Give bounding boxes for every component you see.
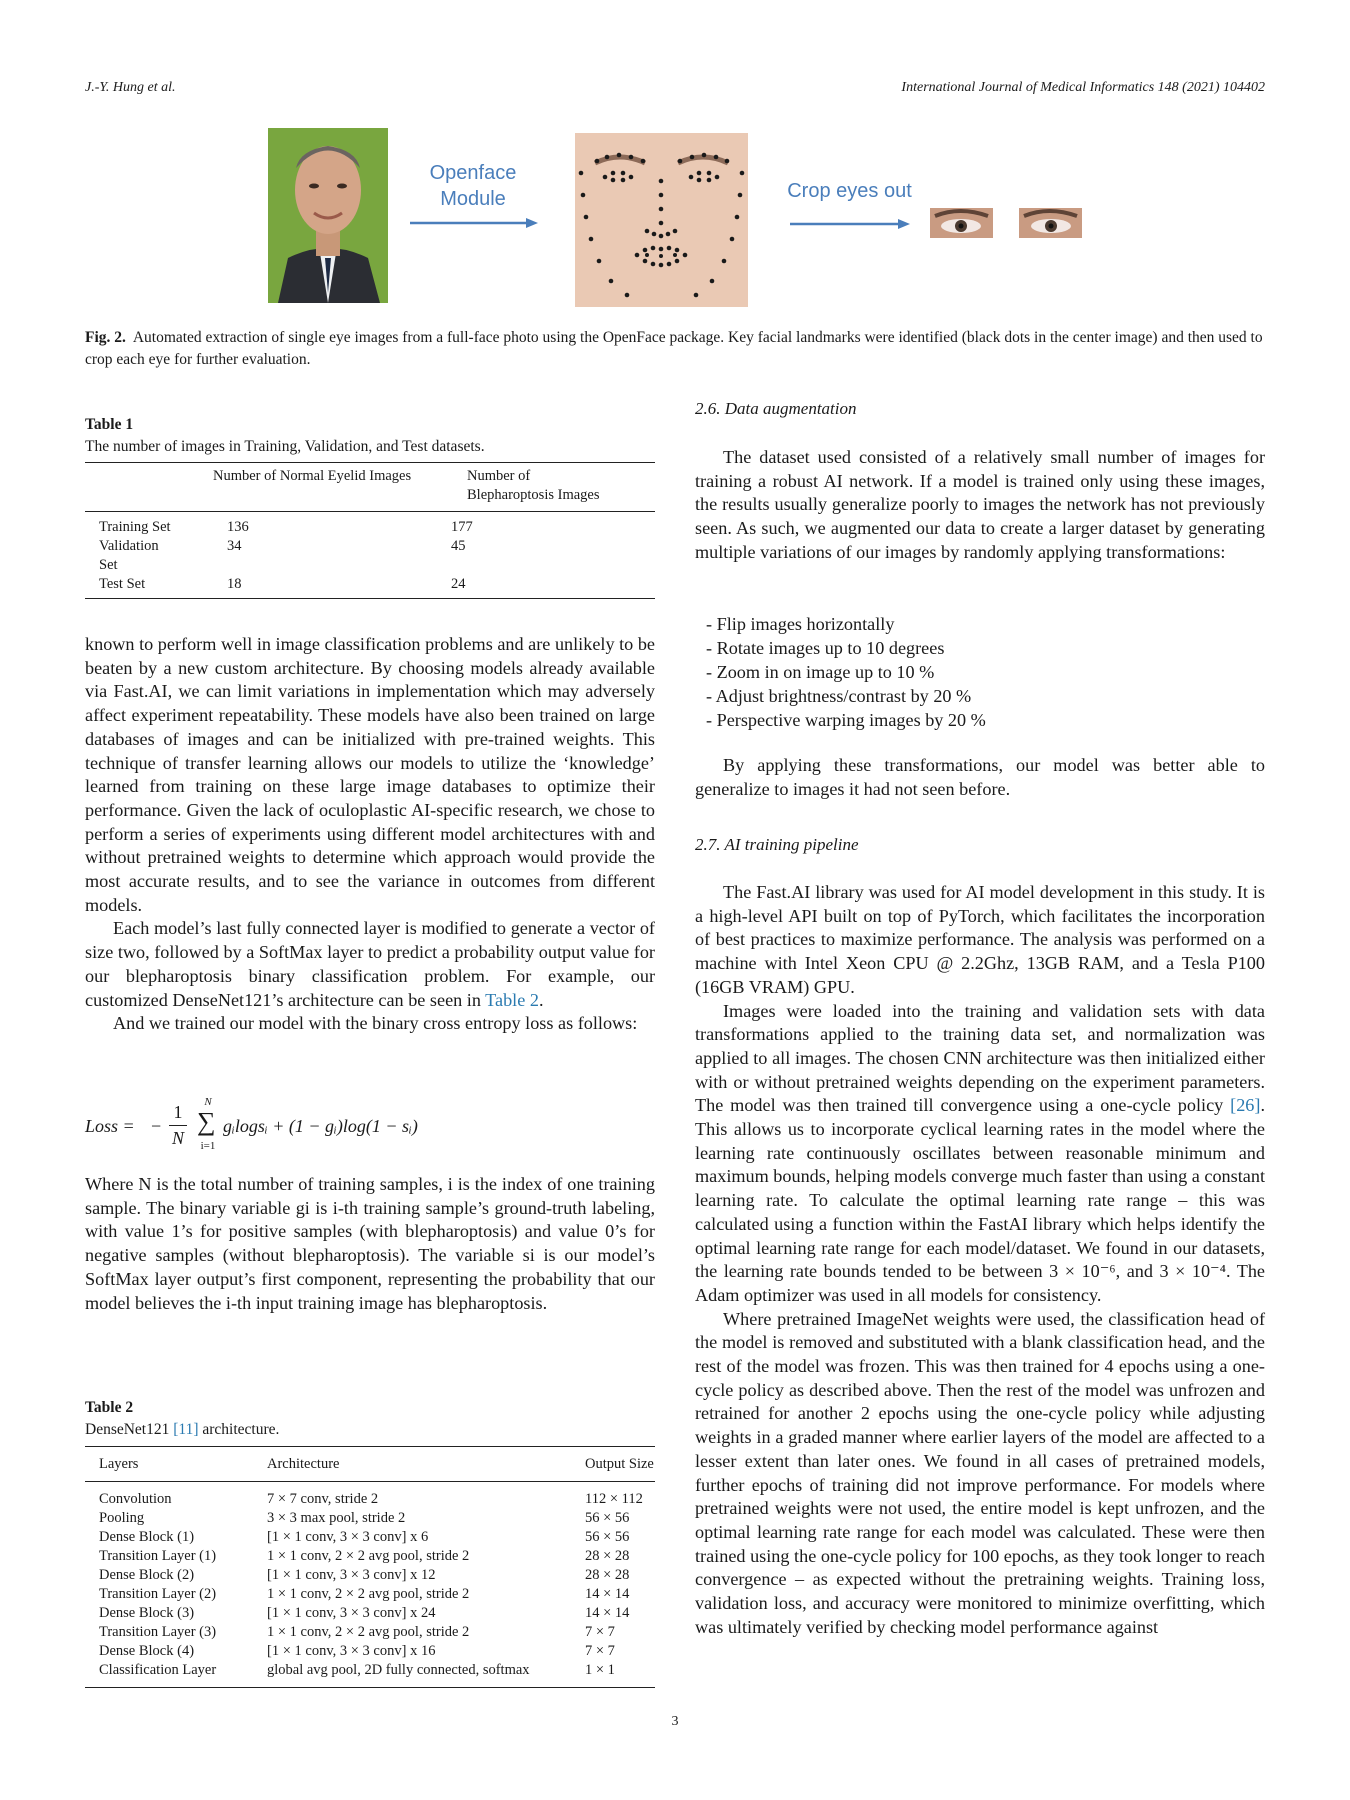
table-1 <box>85 414 655 599</box>
table-cell: 56 × 56 <box>585 1510 630 1526</box>
full-face-photo <box>268 128 388 303</box>
table-row <box>85 518 655 537</box>
equation-frac-bar <box>169 1125 187 1126</box>
table-1-grid <box>85 467 655 505</box>
table-cell: Dense Block (2) <box>99 1567 195 1583</box>
table-cell: 28 × 28 <box>585 1567 630 1583</box>
table-cell: 45 <box>451 538 466 554</box>
reference-link[interactable]: [26] <box>1230 1095 1261 1116</box>
openface-module-label: Openface Module <box>429 162 517 210</box>
table-1-body <box>85 518 655 594</box>
table-cell: 7 × 7 <box>585 1643 615 1659</box>
section-2-7-heading: 2.7. AI training pipeline <box>695 835 859 854</box>
paragraph: The Fast.AI library was used for AI model development in this study. It is a high-level API built on top of PyTorch, which facilitates the incorporation of best practices to maximize performance. The analysis was performed on a machine with Intel Xeon CPU @ 2.2Ghz, 13GB RAM, and a Tesla P100 (16GB VRAM) GPU. <box>695 882 1265 997</box>
table-cell: Transition Layer (1) <box>99 1548 217 1564</box>
cropped-left-eye-image <box>930 208 993 238</box>
reference-link[interactable]: [11] <box>173 1421 199 1438</box>
table-row <box>85 537 655 575</box>
equation-frac-num: 1 <box>173 1102 183 1122</box>
figure-caption <box>85 327 1266 371</box>
table-2-header <box>85 1455 655 1474</box>
face-landmarks-image <box>575 133 748 307</box>
table-cell: 28 × 28 <box>585 1548 630 1564</box>
equation-minus: − <box>151 1116 162 1136</box>
table-header-cell: Output Size <box>585 1456 654 1472</box>
table-2-label: Table 2 <box>85 1399 134 1416</box>
table-cell: 1 × 1 conv, 2 × 2 avg pool, stride 2 <box>267 1624 470 1640</box>
crop-eyes-out-label: Crop eyes out <box>787 180 912 202</box>
table-row <box>85 1566 655 1585</box>
table-cell: 7 × 7 <box>585 1624 615 1640</box>
table-cell: Dense Block (3) <box>99 1605 195 1621</box>
equation-sum-upper: N <box>204 1096 212 1108</box>
left-column-text-2 <box>85 1173 655 1315</box>
section-2-6-text <box>695 446 1265 565</box>
table-row <box>85 1509 655 1528</box>
table-cell: 34 <box>227 538 242 554</box>
equation-lhs: Loss = <box>85 1116 135 1136</box>
paragraph: Where N is the total number of training samples, i is the index of one training sample. The binary variable gi is i-th training sample’s ground-truth labeling, with value 1’s for positive samples (with blepharoptosis) and value 0’s for negative samples (without blepharoptosis). The variable si is our model’s SoftMax layer output’s first component, representing the probability that our model believes the i-th input training image has blepharoptosis. <box>85 1174 655 1313</box>
table-cell: [1 × 1 conv, 3 × 3 conv] x 12 <box>267 1567 436 1583</box>
table-row <box>85 1490 655 1509</box>
table-2-link[interactable]: Table 2 <box>485 989 539 1010</box>
table-cell: Classification Layer <box>99 1662 217 1678</box>
table-header-row <box>85 1455 655 1474</box>
table-row <box>85 575 655 594</box>
paragraph: And we trained our model with the binary cross entropy loss as follows: <box>113 1013 638 1034</box>
table-row <box>85 1585 655 1604</box>
list-item: - Rotate images up to 10 degrees <box>706 638 945 658</box>
table-1-label: Table 1 <box>85 416 134 433</box>
sigma-icon: ∑ <box>197 1107 216 1136</box>
paragraph: known to perform well in image classification problems and are unlikely to be beaten by a new custom architecture. By choosing models already available via Fast.AI, we can limit variations in implementation which may adversely affect experiment repeatability. These models have also been trained on large databases of images and can be initialized with pre-trained weights. This technique of transfer learning allows our models to utilize the ‘knowledge’ learned from training on these large image databases to optimize their performance. Given the lack of oculoplastic AI-specific research, we chose to perform a series of experiments using different model architectures with and without pretrained weights to determine which approach would provide the most accurate results, and to see the variance in outcomes from different models. <box>85 634 655 915</box>
list-item: - Perspective warping images by 20 % <box>706 710 986 730</box>
table-cell: 1 × 1 <box>585 1662 615 1678</box>
augmentation-list <box>706 612 1266 732</box>
paragraph-text: . This allows us to incorporate cyclical learning rates in the model where the learning rate continuously oscillates between reasonable minimum and maximum bounds, helping models converge much faster than using a constant learning rate. To calculate the optimal learning rate range – this was calculated using a function within the FastAI library which helps identify the optimal learning rate range for each model/dataset. We found in our datasets, the learning rate bounds tended to be between 3 × 10⁻⁶, and 3 × 10⁻⁴. The Adam optimizer was used in all models for consistency. <box>695 1095 1265 1305</box>
table-row <box>85 1604 655 1623</box>
table-cell: 112 × 112 <box>585 1491 643 1507</box>
table-1-title: The number of images in Training, Validation, and Test datasets. <box>85 438 485 455</box>
table-2-title-text: architecture. <box>202 1421 280 1438</box>
table-row <box>85 1661 655 1680</box>
table-cell: 18 <box>227 576 242 592</box>
table-cell: 177 <box>451 519 473 535</box>
table-header-cell: Number of Normal Eyelid Images <box>213 468 412 484</box>
table-header-cell: Layers <box>99 1456 139 1472</box>
equation-sum-lower: i=1 <box>200 1140 216 1152</box>
table-row <box>85 1623 655 1642</box>
right-arrow-icon <box>408 216 540 230</box>
table-cell: global avg pool, 2D fully connected, softmax <box>267 1662 530 1678</box>
paragraph-text: Each model’s last fully connected layer is modified to generate a vector of size two, followed by a SoftMax layer to predict a probability output value for our blepharoptosis binary classification problem. For example, our customized DenseNet121’s architecture can be seen in <box>85 918 655 1010</box>
table-cell: Training Set <box>99 519 171 535</box>
table-header-row <box>85 467 655 505</box>
section-2-6-heading: 2.6. Data augmentation <box>695 399 857 418</box>
table-header-cell: Number of Blepharoptosis Images <box>467 468 600 503</box>
table-header-cell <box>85 467 213 505</box>
paragraph-text: Images were loaded into the training and validation sets with data transformations applied to the training data set, and normalization was applied to all images. The chosen CNN architecture was then initialized either with or without pretrained weights depending on the experiment parameters. The model was then trained till convergence using a one-cycle policy <box>695 1000 1265 1116</box>
paragraph: The dataset used consisted of a relatively small number of images for training a robust AI network. If a model is trained only using these images, the results usually generalize poorly to images the network has not previously seen. As such, we augmented our data to create a larger dataset by generating multiple variations of our images by randomly applying transformations: <box>695 447 1265 562</box>
page-number: 3 <box>671 1714 679 1729</box>
table-cell: Convolution <box>99 1491 172 1507</box>
table-cell: Validation Set <box>99 538 159 573</box>
list-item: - Flip images horizontally <box>706 614 895 634</box>
table-row <box>85 1642 655 1661</box>
table-cell: 1 × 1 conv, 2 × 2 avg pool, stride 2 <box>267 1586 470 1602</box>
paragraph <box>695 1000 1265 1308</box>
list-item: - Zoom in on image up to 10 % <box>706 662 935 682</box>
paragraph: Each model’s last fully connected layer is modified to generate a vector of size two, followed by a SoftMax layer to predict a probability output value for our blepharoptosis binary classification problem. For example, our customized DenseNet121’s architecture can be seen in Table 2. <box>85 918 655 1010</box>
table-2-title <box>85 1419 655 1441</box>
figure-caption-text: Automated extraction of single eye images from a full-face photo using the OpenFace package. Key facial landmarks were identified (black dots in the center image) and then used to crop each eye for further evaluation. <box>85 329 1263 368</box>
running-header-journal: International Journal of Medical Informatics 148 (2021) 104402 <box>901 80 1265 95</box>
table-cell: 3 × 3 max pool, stride 2 <box>267 1510 406 1526</box>
table-row <box>85 1547 655 1566</box>
loss-equation <box>85 1096 655 1158</box>
table-cell: 136 <box>227 519 249 535</box>
equation-frac-den: N <box>171 1128 184 1148</box>
table-cell: 7 × 7 conv, stride 2 <box>267 1491 379 1507</box>
table-cell: [1 × 1 conv, 3 × 3 conv] x 6 <box>267 1529 429 1545</box>
table-header-cell: Architecture <box>267 1456 340 1472</box>
equation-body: gᵢlogsᵢ + (1 − gᵢ)log(1 − sᵢ) <box>223 1116 418 1136</box>
table-cell: [1 × 1 conv, 3 × 3 conv] x 16 <box>267 1643 436 1659</box>
table-2-body <box>85 1490 655 1680</box>
table-cell: 14 × 14 <box>585 1605 630 1621</box>
left-column-text <box>85 633 655 1036</box>
table-cell: Transition Layer (2) <box>99 1586 217 1602</box>
table-2-title-text: DenseNet121 <box>85 1421 170 1438</box>
table-cell: [1 × 1 conv, 3 × 3 conv] x 24 <box>267 1605 436 1621</box>
figure-caption-label: Fig. 2. <box>85 329 126 346</box>
section-2-7-text <box>695 881 1265 1640</box>
right-arrow-icon <box>788 217 912 231</box>
table-cell: Test Set <box>99 576 146 592</box>
table-cell: 24 <box>451 576 466 592</box>
section-2-6-text-2 <box>695 754 1265 801</box>
table-cell: Dense Block (1) <box>99 1529 195 1545</box>
cropped-right-eye-image <box>1019 208 1082 238</box>
table-cell: Pooling <box>99 1510 145 1526</box>
table-cell: 56 × 56 <box>585 1529 630 1545</box>
paragraph: By applying these transformations, our model was better able to generalize to images it had not seen before. <box>695 755 1265 799</box>
paragraph: Where pretrained ImageNet weights were used, the classification head of the model is removed and substituted with a blank classification head, and the rest of the model was frozen. This was then trained for 4 epochs using a one-cycle policy as described above. Then the rest of the model was unfrozen and retrained for another 2 epochs using the one-cycle policy while adjusting weights in a graded manner where earlier layers of the model are affected to a lesser extent than later ones. We found in all cases of pretrained models, further epochs of training did not improve performance. For models where pretrained weights were not used, the entire model is kept unfrozen, and the optimal learning rate range for each model was calculated. These were then trained using the one-cycle policy for 100 epochs, as they took longer to reach convergence – as expected without the pretraining weights. Training loss, validation loss, and accuracy were monitored to minimize overfitting, which was ultimately verified by checking model performance against <box>695 1308 1265 1637</box>
table-2 <box>85 1397 655 1688</box>
table-row <box>85 1528 655 1547</box>
table-cell: Dense Block (4) <box>99 1643 195 1659</box>
running-header-authors: J.-Y. Hung et al. <box>85 80 176 95</box>
table-cell: 1 × 1 conv, 2 × 2 avg pool, stride 2 <box>267 1548 470 1564</box>
table-cell: 14 × 14 <box>585 1586 630 1602</box>
table-cell: Transition Layer (3) <box>99 1624 217 1640</box>
list-item: - Adjust brightness/contrast by 20 % <box>706 686 972 706</box>
